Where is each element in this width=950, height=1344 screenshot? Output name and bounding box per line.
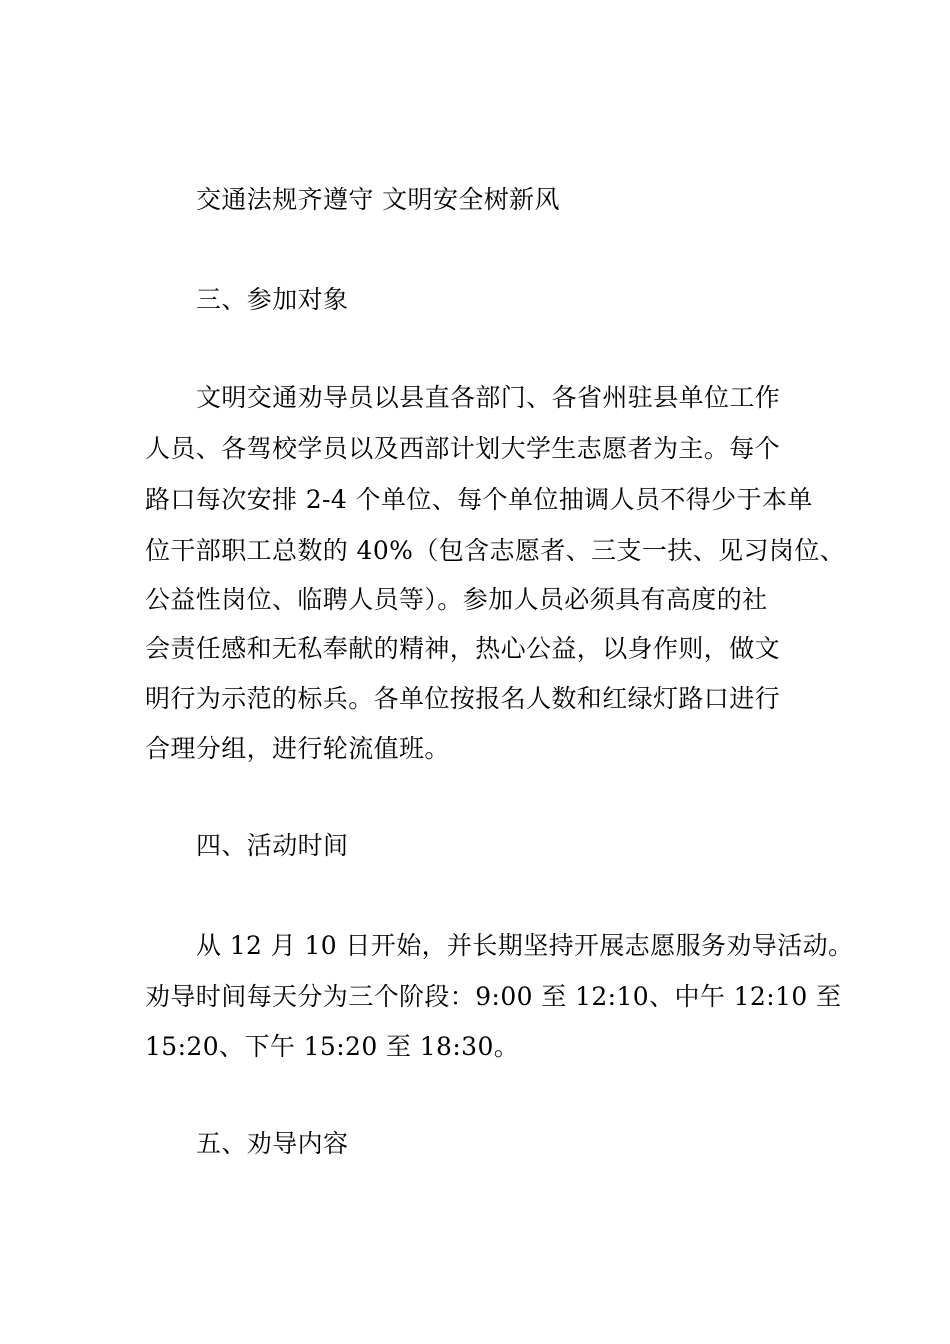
paragraph-line: 15:20、下午 15:20 至 18:30。 [145, 1032, 520, 1061]
paragraph-line: 合理分组，进行轮流值班。 [145, 734, 450, 763]
paragraph-line: 人员、各驾校学员以及西部计划大学生志愿者为主。每个 [145, 434, 781, 463]
section-heading-content: 五、劝导内容 [196, 1129, 349, 1158]
paragraph-line: 从 12 月 10 日开始，并长期坚持开展志愿服务劝导活动。 [196, 931, 854, 960]
paragraph-line: 文明交通劝导员以县直各部门、各省州驻县单位工作 [196, 383, 781, 412]
paragraph-line: 明行为示范的标兵。各单位按报名人数和红绿灯路口进行 [145, 684, 781, 713]
slogan-text: 交通法规齐遵守 文明安全树新风 [196, 185, 560, 214]
paragraph-line: 位干部职工总数的 40%（包含志愿者、三支一扶、见习岗位、 [145, 536, 846, 565]
paragraph-line: 会责任感和无私奉献的精神，热心公益，以身作则，做文 [145, 634, 781, 663]
paragraph-line: 路口每次安排 2-4 个单位、每个单位抽调人员不得少于本单 [145, 485, 813, 514]
paragraph-line: 劝导时间每天分为三个阶段：9:00 至 12:10、中午 12:10 至 [145, 982, 842, 1011]
section-heading-participants: 三、参加对象 [196, 285, 349, 314]
section-heading-time: 四、活动时间 [196, 831, 349, 860]
paragraph-line: 公益性岗位、临聘人员等）。参加人员必须具有高度的社 [145, 585, 768, 614]
